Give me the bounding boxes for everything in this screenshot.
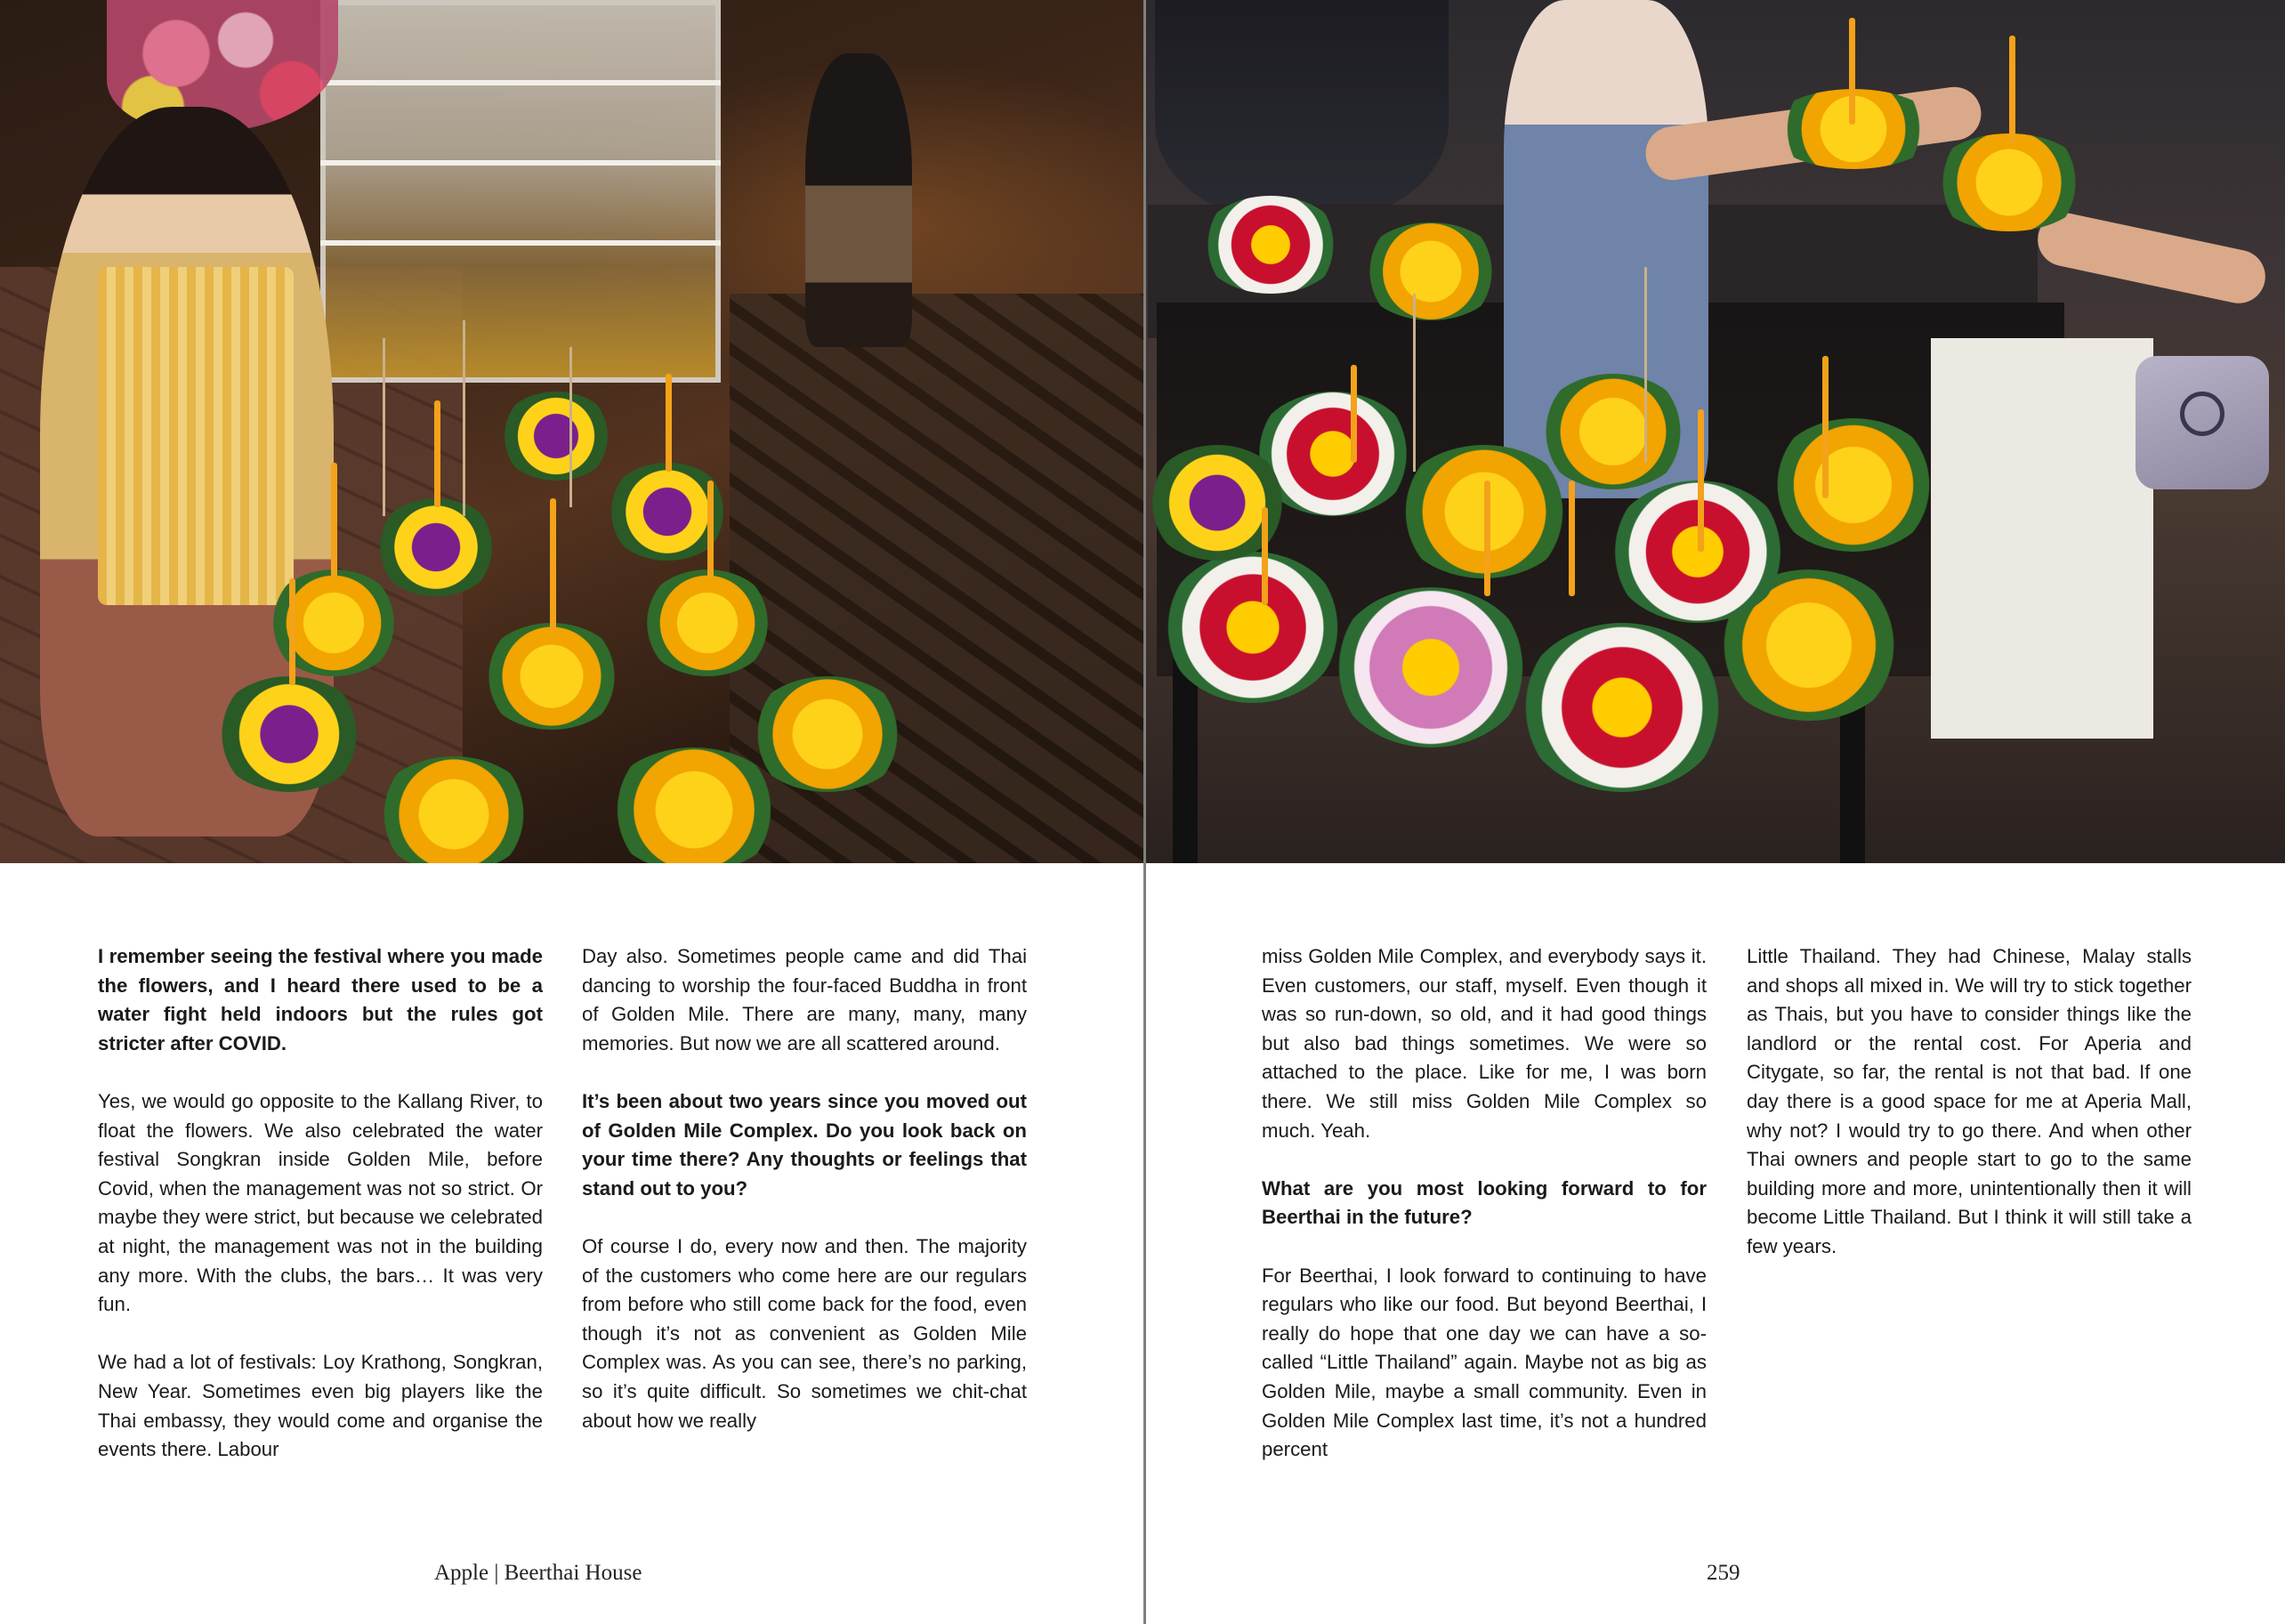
krathong xyxy=(1929,133,2089,231)
krathong xyxy=(1769,418,1938,552)
right-photo-krathong-table xyxy=(1146,0,2285,863)
incense-stick xyxy=(383,338,385,516)
candle xyxy=(331,463,337,578)
krathong xyxy=(498,392,614,481)
candle xyxy=(707,481,714,578)
customer-arm xyxy=(2033,208,2271,309)
candle xyxy=(289,578,295,685)
bag-logo-icon xyxy=(2180,392,2224,436)
shelf-rail xyxy=(320,160,721,166)
krathong xyxy=(267,570,400,676)
krathong xyxy=(1333,587,1529,747)
page-number: 259 xyxy=(1707,1561,1740,1585)
krathong xyxy=(1164,552,1342,703)
vendor-apron xyxy=(98,267,294,605)
shelf-rail xyxy=(320,80,721,85)
incense-stick xyxy=(569,347,572,507)
left-photo-flower-stall xyxy=(0,0,1144,863)
interview-answer: Little Thailand. They had Chinese, Malay stalls and shops all mixed in. We will try to stick together as Thais, but you have to consider things like the landlord or the rental cost. For Aperia and Citygate, so far, the rental is not that bad. If one day there is a good space for me at Aperia Mall, why not? I would try to go there. And when other Thai owners and people start to go to the same building more and more, unintentionally then it will become Little Thailand. But I think it will still take a few years. xyxy=(1747,945,2192,1257)
interview-answer: Yes, we would go opposite to the Kallang River, to float the flowers. We also celebrated the water festival Songkran inside Golden Mile, before Covid, when the management was not so strict. Or maybe they were strict, but because we celebrated at night, the management was not in the building any more. With the clubs, the bars… It was very fun. xyxy=(98,1089,543,1316)
candle xyxy=(1698,409,1704,552)
text-column-4 xyxy=(1747,942,2192,1262)
candle xyxy=(434,400,440,507)
candle xyxy=(666,374,672,472)
text-column-3 xyxy=(1262,942,1707,1465)
krathong xyxy=(1520,623,1724,792)
page-gutter xyxy=(1143,0,1146,1624)
krathong xyxy=(605,747,783,863)
krathong xyxy=(214,676,365,792)
candle xyxy=(1484,481,1490,596)
incense-stick xyxy=(1413,294,1416,472)
krathong xyxy=(747,676,908,792)
krathong xyxy=(1538,374,1689,489)
table-leg xyxy=(1173,658,1198,863)
interview-question: It’s been about two years since you moved out of Golden Mile Complex. Do you look back on your time there? Any thoughts or feelings that stand out to you? xyxy=(582,1089,1027,1200)
candle xyxy=(2009,36,2015,142)
candle xyxy=(1849,18,1855,125)
candle xyxy=(550,498,556,632)
krathong xyxy=(374,756,534,863)
text-column-1 xyxy=(98,942,543,1465)
walking-person xyxy=(805,53,912,347)
krathong xyxy=(1360,222,1502,320)
incense-stick xyxy=(1644,267,1647,463)
krathong xyxy=(1199,196,1342,294)
white-counter xyxy=(1931,338,2153,739)
krathong xyxy=(374,498,498,596)
interview-answer: miss Golden Mile Complex, and everybody says it. Even customers, our staff, myself. Even though it was so run-down, so old, and it had good things but also bad things sometimes. We were so attached to the place. Like for me, I was born there. We still miss Golden Mile Complex so much. Yeah. xyxy=(1262,945,1707,1142)
candle xyxy=(1262,507,1268,605)
candle xyxy=(1822,356,1829,498)
candle xyxy=(1569,481,1575,596)
krathong xyxy=(641,570,774,676)
running-footer: Apple | Beerthai House xyxy=(434,1561,642,1585)
photo-canvas xyxy=(1146,0,2285,863)
interview-answer: Day also. Sometimes people came and did Thai dancing to worship the four-faced Buddha in front of Golden Mile. There are many, many, many memories. But now we are all scattered around. xyxy=(582,945,1027,1054)
krathong xyxy=(480,623,623,730)
incense-stick xyxy=(463,320,465,516)
candle xyxy=(1351,365,1357,463)
background-person xyxy=(1155,0,1449,222)
interview-question: I remember seeing the festival where you made the flowers, and I heard there used to be a water fight held indoors but the rules got stricter after COVID. xyxy=(98,945,543,1054)
display-shelf xyxy=(320,0,721,383)
text-column-2 xyxy=(582,942,1027,1435)
interview-question: What are you most looking forward to for Beerthai in the future? xyxy=(1262,1176,1707,1229)
shelf-rail xyxy=(320,240,721,246)
interview-answer: Of course I do, every now and then. The majority of the customers who come here are our regulars from before who still come back for the food, even though it’s not as convenient as Golden Mile Complex was. As you can see, there’s no parking, so it’s quite difficult. So sometimes we chit-chat about how we really xyxy=(582,1234,1027,1432)
interview-answer: For Beerthai, I look forward to continuing to have regulars who like our food. But beyond Beerthai, I really do hope that one day we can have a so-called “Little Thailand” again. Maybe not as big as Golden Mile, maybe a small community. Even in Golden Mile Complex last time, it’s not a hundred percent xyxy=(1262,1264,1707,1461)
interview-answer: We had a lot of festivals: Loy Krathong, Songkran, New Year. Sometimes even big players like the Thai embassy, they would come and organise the events there. Labour xyxy=(98,1351,543,1461)
